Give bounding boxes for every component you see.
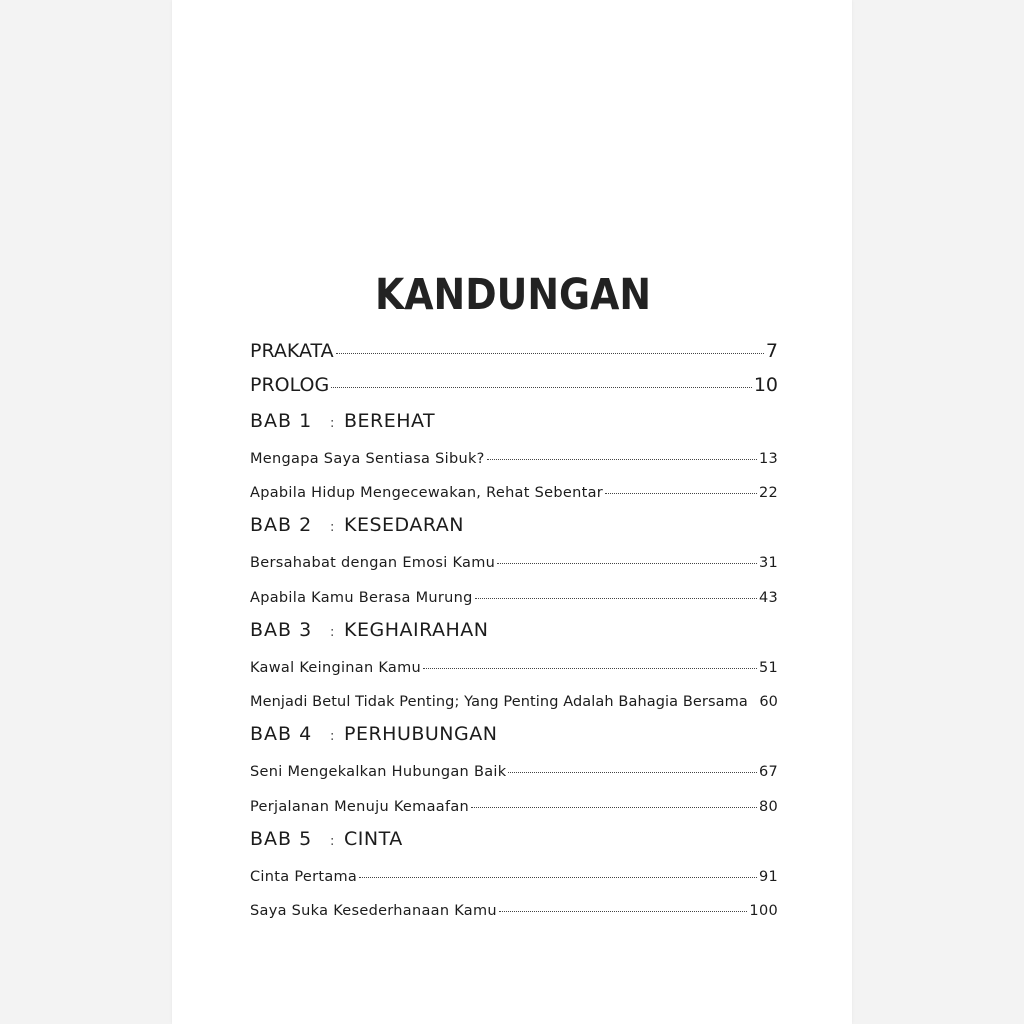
- toc-entry: [250, 694, 778, 710]
- chapter-name: KESEDARAN: [344, 514, 464, 536]
- chapter-colon: :: [330, 834, 335, 849]
- chapter-colon: :: [330, 625, 335, 640]
- toc-entry-label: PRAKATA: [250, 340, 334, 362]
- toc-entry-prakata: [250, 340, 778, 362]
- chapter-heading-2: [250, 514, 464, 536]
- toc-entry-label: Bersahabat dengan Emosi Kamu: [250, 555, 496, 571]
- chapter-name: CINTA: [344, 828, 403, 850]
- dot-leader: [487, 459, 757, 460]
- chapter-number: BAB 1: [250, 410, 313, 432]
- toc-entry-page: 51: [758, 660, 778, 676]
- chapter-colon: :: [330, 520, 335, 535]
- dot-leader: [423, 668, 757, 669]
- toc-entry-page: 60: [759, 694, 778, 710]
- toc-entry-page: 22: [758, 485, 778, 501]
- toc-entry-label: Apabila Kamu Berasa Murung: [250, 590, 473, 606]
- chapter-colon: :: [330, 416, 335, 431]
- chapter-colon: :: [330, 729, 335, 744]
- dot-leader: [499, 911, 748, 912]
- dot-leader: [336, 353, 764, 354]
- dot-leader: [331, 387, 752, 388]
- toc-entry-label: Saya Suka Kesederhanaan Kamu: [250, 903, 497, 919]
- chapter-number: BAB 2: [250, 514, 313, 536]
- chapter-name: PERHUBUNGAN: [344, 723, 498, 745]
- toc-entry: [250, 555, 778, 571]
- toc-entry: [250, 590, 778, 606]
- toc-entry-label: Seni Mengekalkan Hubungan Baik: [250, 764, 507, 780]
- toc-entry: [250, 903, 778, 919]
- toc-entry: [250, 869, 778, 885]
- chapter-name: KEGHAIRAHAN: [344, 619, 489, 641]
- chapter-heading-5: [250, 828, 403, 850]
- toc-entry-page: 13: [758, 451, 778, 467]
- chapter-number: BAB 5: [250, 828, 313, 850]
- toc-entry-prolog: [250, 374, 778, 396]
- toc-entry-label: Menjadi Betul Tidak Penting; Yang Penting Adalah Bahagia Bersama: [250, 694, 748, 710]
- dot-leader: [605, 493, 757, 494]
- dot-leader: [497, 563, 757, 564]
- toc-entry-page: 7: [765, 340, 778, 362]
- toc-entry-page: 43: [758, 590, 778, 606]
- toc-entry-label: Kawal Keinginan Kamu: [250, 660, 422, 676]
- toc-entry-page: 80: [758, 799, 778, 815]
- chapter-heading-4: [250, 723, 497, 745]
- toc-entry-page: 100: [749, 903, 778, 919]
- toc-entry: [250, 660, 778, 676]
- chapter-heading-1: [250, 410, 435, 432]
- toc-entry: [250, 799, 778, 815]
- chapter-name: BEREHAT: [344, 410, 436, 432]
- chapter-number: BAB 3: [250, 619, 313, 641]
- toc-entry-page: 67: [758, 764, 778, 780]
- page-title: KANDUNGAN: [374, 270, 652, 320]
- toc-entry-label: Apabila Hidup Mengecewakan, Rehat Sebentar: [250, 485, 604, 501]
- dot-leader: [475, 598, 757, 599]
- chapter-number: BAB 4: [250, 723, 313, 745]
- dot-leader: [508, 772, 757, 773]
- dot-leader: [750, 702, 758, 703]
- toc-entry-page: 10: [753, 374, 778, 396]
- toc-entry-label: Mengapa Saya Sentiasa Sibuk?: [250, 451, 485, 467]
- toc-entry-label: PROLOG: [250, 374, 330, 396]
- toc-entry: [250, 485, 778, 501]
- toc-entry-label: Cinta Pertama: [250, 869, 358, 885]
- toc-entry: [250, 764, 778, 780]
- toc-entry: [250, 451, 778, 467]
- chapter-heading-3: [250, 619, 489, 641]
- toc-entry-page: 91: [758, 869, 778, 885]
- toc-entry-page: 31: [758, 555, 778, 571]
- toc-entry-label: Perjalanan Menuju Kemaafan: [250, 799, 470, 815]
- dot-leader: [471, 807, 757, 808]
- dot-leader: [359, 877, 757, 878]
